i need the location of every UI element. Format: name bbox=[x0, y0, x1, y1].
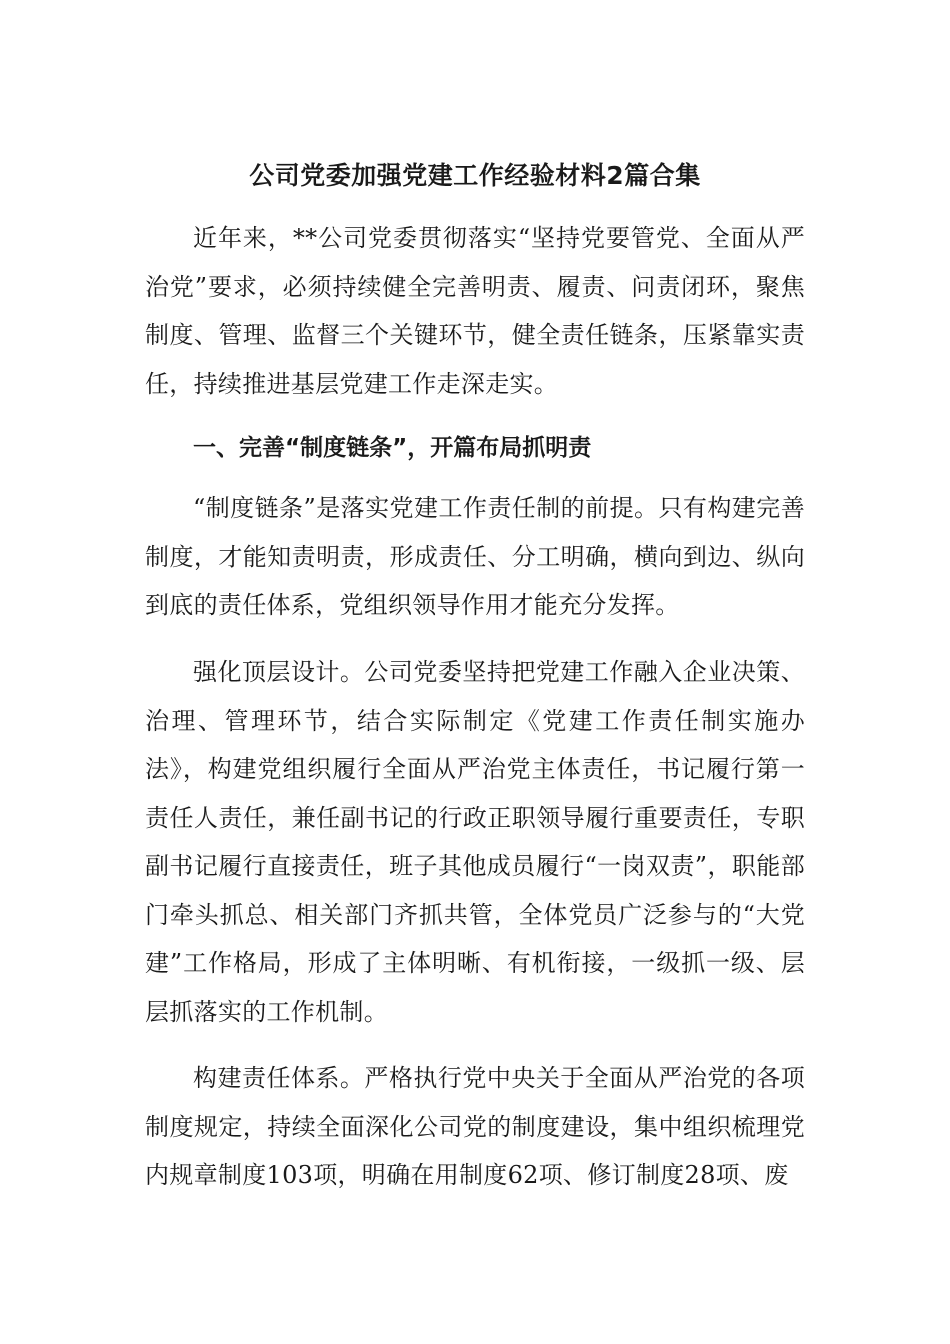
document-title: 公司党委加强党建工作经验材料2篇合集 bbox=[249, 161, 701, 190]
paragraph-top-level-design: 强化顶层设计。公司党委坚持把党建工作融入企业决策、治理、管理环节，结合实际制定《党建工作责任制实施办法》，构建党组织履行全面从严治党主体责任，书记履行第一责任人责任，兼任副书记的行政正职领导履行重要责任，专职副书记履行直接责任，班子其他成员履行“一岗双责”，职能部门牵头抓总、相关部门齐抓共管，全体党员广泛参与的“大党建”工作格局，形成了主体明晰、有机衔接，一级抓一级、层层抓落实的工作机制。 bbox=[145, 658, 805, 1026]
paragraph-system-chain: “制度链条”是落实党建工作责任制的前提。只有构建完善制度，才能知责明责，形成责任、分工明确，横向到边、纵向到底的责任体系，党组织领导作用才能充分发挥。 bbox=[145, 494, 805, 619]
paragraph-responsibility-system: 构建责任体系。严格执行党中央关于全面从严治党的各项制度规定，持续全面深化公司党的制度建设，集中组织梳理党内规章制度103项，明确在用制度62项、修订制度28项、废 bbox=[145, 1064, 805, 1189]
paragraph-intro: 近年来，**公司党委贯彻落实“坚持党要管党、全面从严治党”要求，必须持续健全完善明责、履责、问责闭环，聚焦制度、管理、监督三个关键环节，健全责任链条，压紧靠实责任，持续推进基层党建工作走深走实。 bbox=[145, 224, 805, 398]
section-heading-1: 一、完善“制度链条”，开篇布局抓明责 bbox=[193, 435, 592, 461]
